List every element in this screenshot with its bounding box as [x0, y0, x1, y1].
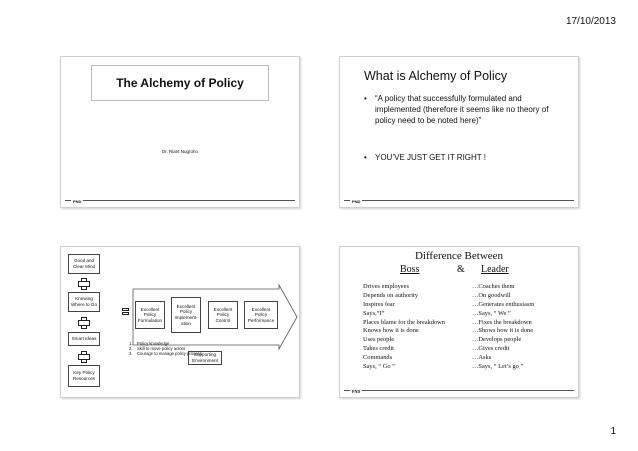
bullet-item: • “A policy that successfully formulated and implemented (therefore it seems like no theory of policy need to be noted here)”: [364, 93, 564, 126]
slide-1-title: The Alchemy of Policy: [91, 65, 269, 101]
footer-divider: [65, 200, 295, 201]
slide-4-title: Difference Between: [414, 250, 504, 262]
slide-2-bullets: [364, 93, 564, 163]
box-policy-performance: Excellent Policy Performance: [244, 301, 278, 329]
table-row: Takes credit …Gives credit: [363, 345, 510, 353]
table-row: Commands …Asks: [363, 354, 492, 362]
list-item: 1. Policy knowledge: [129, 341, 170, 346]
box-policy-implementation: Excellent Policy Implement-ation: [171, 297, 201, 333]
box-good-clear-mind: Good and Clear Mind: [68, 254, 100, 274]
slide-boss-vs-leader: [339, 246, 579, 398]
comparison-table: [363, 283, 573, 372]
box-knowing-where-to-go: Knowing Where to Go: [68, 292, 100, 312]
slide-title: [60, 56, 300, 208]
list-item: 2. Skill to move policy actors: [129, 346, 186, 351]
table-row: Depends on authority …On goodwill: [363, 291, 511, 299]
knowledge-list: [129, 341, 202, 356]
heading-boss: Boss: [400, 264, 420, 275]
box-supporting-environment: Supporting Environment: [188, 351, 222, 365]
heading-ampersand: &: [457, 264, 465, 275]
table-row: Says,”I” …Says, “ We ”: [363, 309, 511, 317]
slide-2-title: What is Alchemy of Policy: [364, 69, 508, 83]
box-policy-control: Excellent Policy Control: [208, 301, 238, 329]
footer-tag: PND: [73, 199, 82, 204]
footer-tag: PND: [352, 389, 361, 394]
equals-icon: [122, 308, 129, 316]
table-row: Drives employees …Coaches them: [363, 283, 515, 290]
heading-leader: Leader: [481, 264, 509, 275]
footer-tag: PND: [352, 199, 361, 204]
box-smart-ideas: Smart Ideas: [68, 332, 100, 346]
box-policy-formulation: Excellent Policy Formulation: [135, 301, 165, 329]
table-row: Uses people …Develops people: [363, 336, 522, 344]
bullet-item: • YOU’VE JUST GET IT RIGHT !: [364, 152, 564, 163]
slide-1-author: Dr. Riant Nugroho: [161, 149, 199, 154]
footer-divider: [344, 200, 574, 201]
plus-icon: [78, 317, 88, 327]
table-row: Knows how it is done …Shows how it is done: [363, 327, 534, 335]
page-number: 1: [610, 426, 616, 437]
box-key-policy-resources: Key Policy Resources: [68, 365, 100, 387]
page-date: 17/10/2013: [565, 16, 616, 27]
table-row: Inspires fear …Generates enthusiasm: [363, 300, 535, 308]
slide-policy-diagram: [60, 246, 300, 398]
list-item: 3. Courage to manage policy process: [129, 351, 202, 356]
plus-icon: [78, 351, 88, 361]
footer-divider: [344, 390, 574, 391]
plus-icon: [78, 278, 88, 288]
table-row: Says, “ Go ” …Says, “ Let’s go ”: [363, 363, 524, 371]
slide-what-is-alchemy: [339, 56, 579, 208]
table-row: Places blame for the breakdown …Fixes the breakdown: [363, 318, 532, 326]
